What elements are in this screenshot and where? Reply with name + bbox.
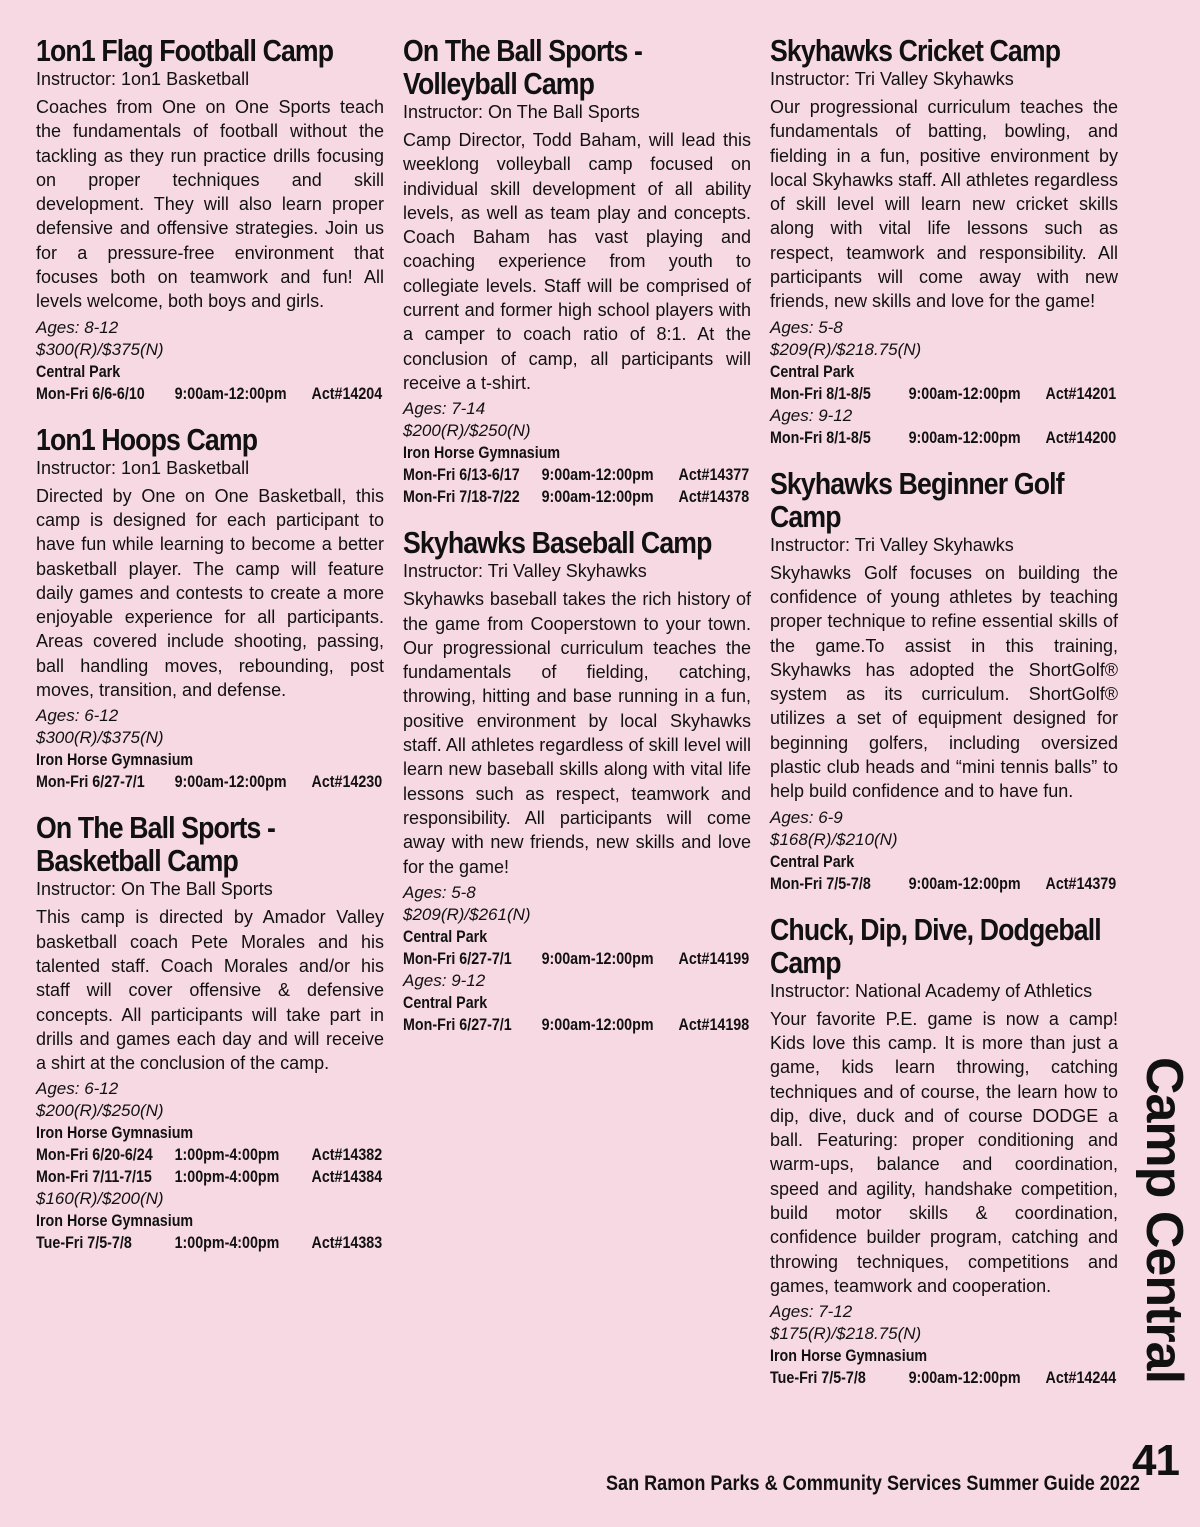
camp-listing bbox=[403, 34, 751, 508]
camp-location: Central Park bbox=[403, 926, 488, 946]
camp-description: Skyhawks baseball takes the rich history of the game from Cooperstown to your town. Our progressional curriculum teaches the fundamentals of fielding, catching, throwing, hitting and base running in a fun, positive environment by local Skyhawks staff. All athletes regardless of skill level will learn new baseball skills along with vital life lessons such as respect, teamwork and responsibility. All participants will come away with new friends, new skills and love for the game! bbox=[403, 589, 751, 877]
activity-number: Act#14384 bbox=[311, 1167, 383, 1187]
activity-number: Act#14198 bbox=[678, 1014, 750, 1034]
activity-number: Act#14230 bbox=[311, 772, 383, 792]
schedule-time: 9:00am-12:00pm bbox=[541, 948, 654, 968]
camp-description: Coaches from One on One Sports teach the fundamentals of football without the tackling as they run practice drills focusing on proper techniques and skill development. They will also learn proper defensive and offensive strategies. Join us for a pressure-free environment that focuses both on teamwork and fun! All levels welcome, both boys and girls. bbox=[36, 97, 384, 312]
camp-ages: Ages: 8-12 bbox=[36, 317, 119, 337]
camp-ages: Ages: 7-12 bbox=[770, 1302, 853, 1322]
activity-number: Act#14382 bbox=[311, 1145, 383, 1165]
camp-instructor: Instructor: On The Ball Sports bbox=[403, 102, 640, 122]
schedule-days: Mon-Fri 7/18-7/22 bbox=[403, 487, 520, 507]
camp-listing bbox=[36, 34, 384, 405]
activity-number: Act#14201 bbox=[1045, 383, 1117, 403]
schedule-row bbox=[403, 1014, 751, 1036]
camp-description: This camp is directed by Amador Valley basketball coach Pete Morales and his talented staff. Coach Morales and/or his staff will cover offensive & defensive concepts. All participants will take part in drills and games each day and will receive a shirt at the conclusion of the camp. bbox=[36, 907, 384, 1074]
schedule-time: 9:00am-12:00pm bbox=[541, 487, 654, 507]
camp-price: $200(R)/$250(N) bbox=[403, 421, 531, 441]
schedule-time: 9:00am-12:00pm bbox=[908, 383, 1021, 403]
camp-price: $209(R)/$261(N) bbox=[403, 904, 531, 924]
activity-number: Act#14244 bbox=[1045, 1368, 1117, 1388]
schedule-time: 1:00pm-4:00pm bbox=[174, 1145, 280, 1165]
page-number: 41 bbox=[1132, 1436, 1179, 1485]
camp-price: $209(R)/$218.75(N) bbox=[770, 339, 922, 359]
camp-ages: Ages: 9-12 bbox=[770, 405, 853, 425]
footer-text: San Ramon Parks & Community Services Summer Guide 2022 bbox=[606, 1472, 1140, 1495]
camp-location: Iron Horse Gymnasium bbox=[770, 1346, 928, 1366]
camp-location: Central Park bbox=[770, 361, 855, 381]
camp-description: Skyhawks Golf focuses on building the confidence of young athletes by teaching proper technique to refine essential skills of the game.To assist in this training, Skyhawks has adopted the ShortGolf® system as its curriculum. ShortGolf® utilizes a set of equipment designed for beginning golfers, including oversized plastic club heads and “mini tennis balls” to help build confidence and to have fun. bbox=[770, 562, 1118, 802]
camp-instructor: Instructor: On The Ball Sports bbox=[36, 879, 273, 900]
camp-location: Central Park bbox=[403, 992, 488, 1012]
schedule-row bbox=[36, 383, 384, 405]
schedule-row bbox=[770, 873, 1118, 895]
camp-location: Iron Horse Gymnasium bbox=[36, 750, 194, 770]
schedule-time: 1:00pm-4:00pm bbox=[174, 1233, 280, 1253]
camp-ages: Ages: 6-12 bbox=[36, 706, 119, 726]
schedule-time: 9:00am-12:00pm bbox=[174, 772, 287, 792]
activity-number: Act#14377 bbox=[678, 465, 750, 485]
schedule-time: 9:00am-12:00pm bbox=[541, 465, 654, 485]
camp-price: $300(R)/$375(N) bbox=[36, 728, 164, 748]
schedule-days: Mon-Fri 7/5-7/8 bbox=[770, 873, 871, 893]
schedule-days: Mon-Fri 6/27-7/1 bbox=[36, 772, 145, 792]
camp-location: Iron Horse Gymnasium bbox=[403, 443, 561, 463]
side-label-text: Camp Central bbox=[1135, 1056, 1193, 1384]
camp-title: 1on1 Hoops Camp bbox=[36, 421, 258, 457]
camp-price: $160(R)/$200(N) bbox=[36, 1189, 164, 1209]
camp-title: Chuck, Dip, Dive, Dodgeball Camp bbox=[770, 911, 1101, 980]
section-side-label bbox=[1135, 1056, 1193, 1384]
column-3 bbox=[770, 34, 1118, 1407]
camp-instructor: Instructor: Tri Valley Skyhawks bbox=[403, 561, 647, 582]
schedule-row bbox=[36, 1232, 384, 1254]
camp-title: On The Ball Sports - Basketball Camp bbox=[36, 810, 276, 879]
schedule-days: Mon-Fri 6/27-7/1 bbox=[403, 1014, 512, 1034]
camp-title: Skyhawks Beginner Golf Camp bbox=[770, 465, 1064, 534]
activity-number: Act#14199 bbox=[678, 948, 750, 968]
camp-location: Iron Horse Gymnasium bbox=[36, 1211, 194, 1231]
camp-ages: Ages: 7-14 bbox=[403, 399, 486, 419]
camp-location: Central Park bbox=[36, 361, 121, 381]
camp-listing bbox=[770, 467, 1118, 895]
camp-price: $300(R)/$375(N) bbox=[36, 339, 164, 359]
activity-number: Act#14379 bbox=[1045, 873, 1117, 893]
schedule-row bbox=[36, 771, 384, 793]
camp-ages: Ages: 6-12 bbox=[36, 1079, 119, 1099]
schedule-row bbox=[770, 427, 1118, 449]
camp-ages: Ages: 5-8 bbox=[770, 317, 843, 337]
camp-instructor: Instructor: 1on1 Basketball bbox=[36, 69, 250, 89]
camp-price: $175(R)/$218.75(N) bbox=[770, 1324, 922, 1344]
camp-listing bbox=[770, 913, 1118, 1390]
schedule-days: Mon-Fri 6/27-7/1 bbox=[403, 948, 512, 968]
camp-instructor: Instructor: 1on1 Basketball bbox=[36, 457, 250, 478]
schedule-days: Mon-Fri 6/20-6/24 bbox=[36, 1145, 153, 1165]
schedule-days: Tue-Fri 7/5-7/8 bbox=[770, 1368, 866, 1388]
column-1 bbox=[36, 34, 384, 1272]
schedule-time: 9:00am-12:00pm bbox=[908, 873, 1021, 893]
schedule-row bbox=[403, 948, 751, 970]
camp-listing bbox=[36, 423, 384, 794]
schedule-row bbox=[36, 1144, 384, 1166]
schedule-row bbox=[403, 464, 751, 486]
schedule-days: Mon-Fri 6/13-6/17 bbox=[403, 465, 520, 485]
schedule-row bbox=[770, 383, 1118, 405]
schedule-time: 9:00am-12:00pm bbox=[908, 1368, 1021, 1388]
camp-title: Skyhawks Cricket Camp bbox=[770, 33, 1061, 68]
activity-number: Act#14200 bbox=[1045, 427, 1117, 447]
camp-description: Directed by One on One Basketball, this camp is designed for each participant to have fun while learning to become a better basketball player. The camp will feature daily games and contests to create a more enjoyable experience for all participants. Areas covered include shooting, passing, ball handling moves, rebounding, post moves, transition, and defense. bbox=[36, 485, 384, 701]
schedule-days: Mon-Fri 6/6-6/10 bbox=[36, 383, 145, 403]
schedule-row bbox=[403, 486, 751, 508]
camp-ages: Ages: 6-9 bbox=[770, 807, 843, 827]
schedule-time: 9:00am-12:00pm bbox=[174, 383, 287, 403]
camp-description: Our progressional curriculum teaches the fundamentals of batting, bowling, and fielding in a fun, positive environment by local Skyhawks staff. All athletes regardless of skill level will learn new cricket skills along with vital life lessons such as respect, teamwork and responsibility. All participants will come away with new friends, new skills and love for the game! bbox=[770, 97, 1118, 312]
schedule-days: Mon-Fri 7/11-7/15 bbox=[36, 1167, 152, 1187]
camp-instructor: Instructor: Tri Valley Skyhawks bbox=[770, 69, 1014, 89]
activity-number: Act#14204 bbox=[311, 383, 383, 403]
camp-instructor: Instructor: Tri Valley Skyhawks bbox=[770, 534, 1014, 555]
activity-number: Act#14383 bbox=[311, 1233, 383, 1253]
camp-ages: Ages: 5-8 bbox=[403, 882, 476, 902]
camp-title: On The Ball Sports - Volleyball Camp bbox=[403, 33, 643, 101]
camp-listing bbox=[36, 811, 384, 1254]
schedule-row bbox=[770, 1367, 1118, 1389]
column-2 bbox=[403, 34, 751, 1054]
camp-location: Iron Horse Gymnasium bbox=[36, 1123, 194, 1143]
schedule-time: 1:00pm-4:00pm bbox=[174, 1167, 280, 1187]
camp-description: Camp Director, Todd Baham, will lead this weeklong volleyball camp focused on individual skill development of all ability levels, as well as team play and concepts. Coach Baham has vast playing and coaching experience from youth to collegiate levels. Staff will be comprised of current and former high school players with a camper to coach ratio of 8:1. At the conclusion of camp, all participants will receive a t-shirt. bbox=[403, 130, 751, 393]
camp-description: Your favorite P.E. game is now a camp! Kids love this camp. It is more than just a game, kids learn throwing, catching techniques and of course, the learn how to dip, dive, duck and of course DODGE a ball. Featuring: proper conditioning and warm-ups, balance and coordination, speed and agility, handshake competition, build motor skills & coordination, confidence builder program, catching and throwing techniques, competitions and games, teamwork and cooperation. bbox=[770, 1008, 1118, 1296]
camp-price: $200(R)/$250(N) bbox=[36, 1101, 164, 1121]
camp-location: Central Park bbox=[770, 851, 855, 871]
schedule-time: 9:00am-12:00pm bbox=[908, 427, 1021, 447]
camp-listing bbox=[770, 34, 1118, 449]
schedule-days: Mon-Fri 8/1-8/5 bbox=[770, 427, 871, 447]
activity-number: Act#14378 bbox=[678, 487, 750, 507]
schedule-row bbox=[36, 1166, 384, 1188]
camp-title: 1on1 Flag Football Camp bbox=[36, 33, 334, 68]
schedule-days: Mon-Fri 8/1-8/5 bbox=[770, 383, 871, 403]
camp-listing bbox=[403, 526, 751, 1036]
schedule-days: Tue-Fri 7/5-7/8 bbox=[36, 1233, 132, 1253]
camp-title: Skyhawks Baseball Camp bbox=[403, 525, 712, 561]
camp-ages: Ages: 9-12 bbox=[403, 970, 486, 990]
camp-instructor: Instructor: National Academy of Athletics bbox=[770, 980, 1093, 1001]
schedule-time: 9:00am-12:00pm bbox=[541, 1014, 654, 1034]
camp-price: $168(R)/$210(N) bbox=[770, 829, 898, 849]
